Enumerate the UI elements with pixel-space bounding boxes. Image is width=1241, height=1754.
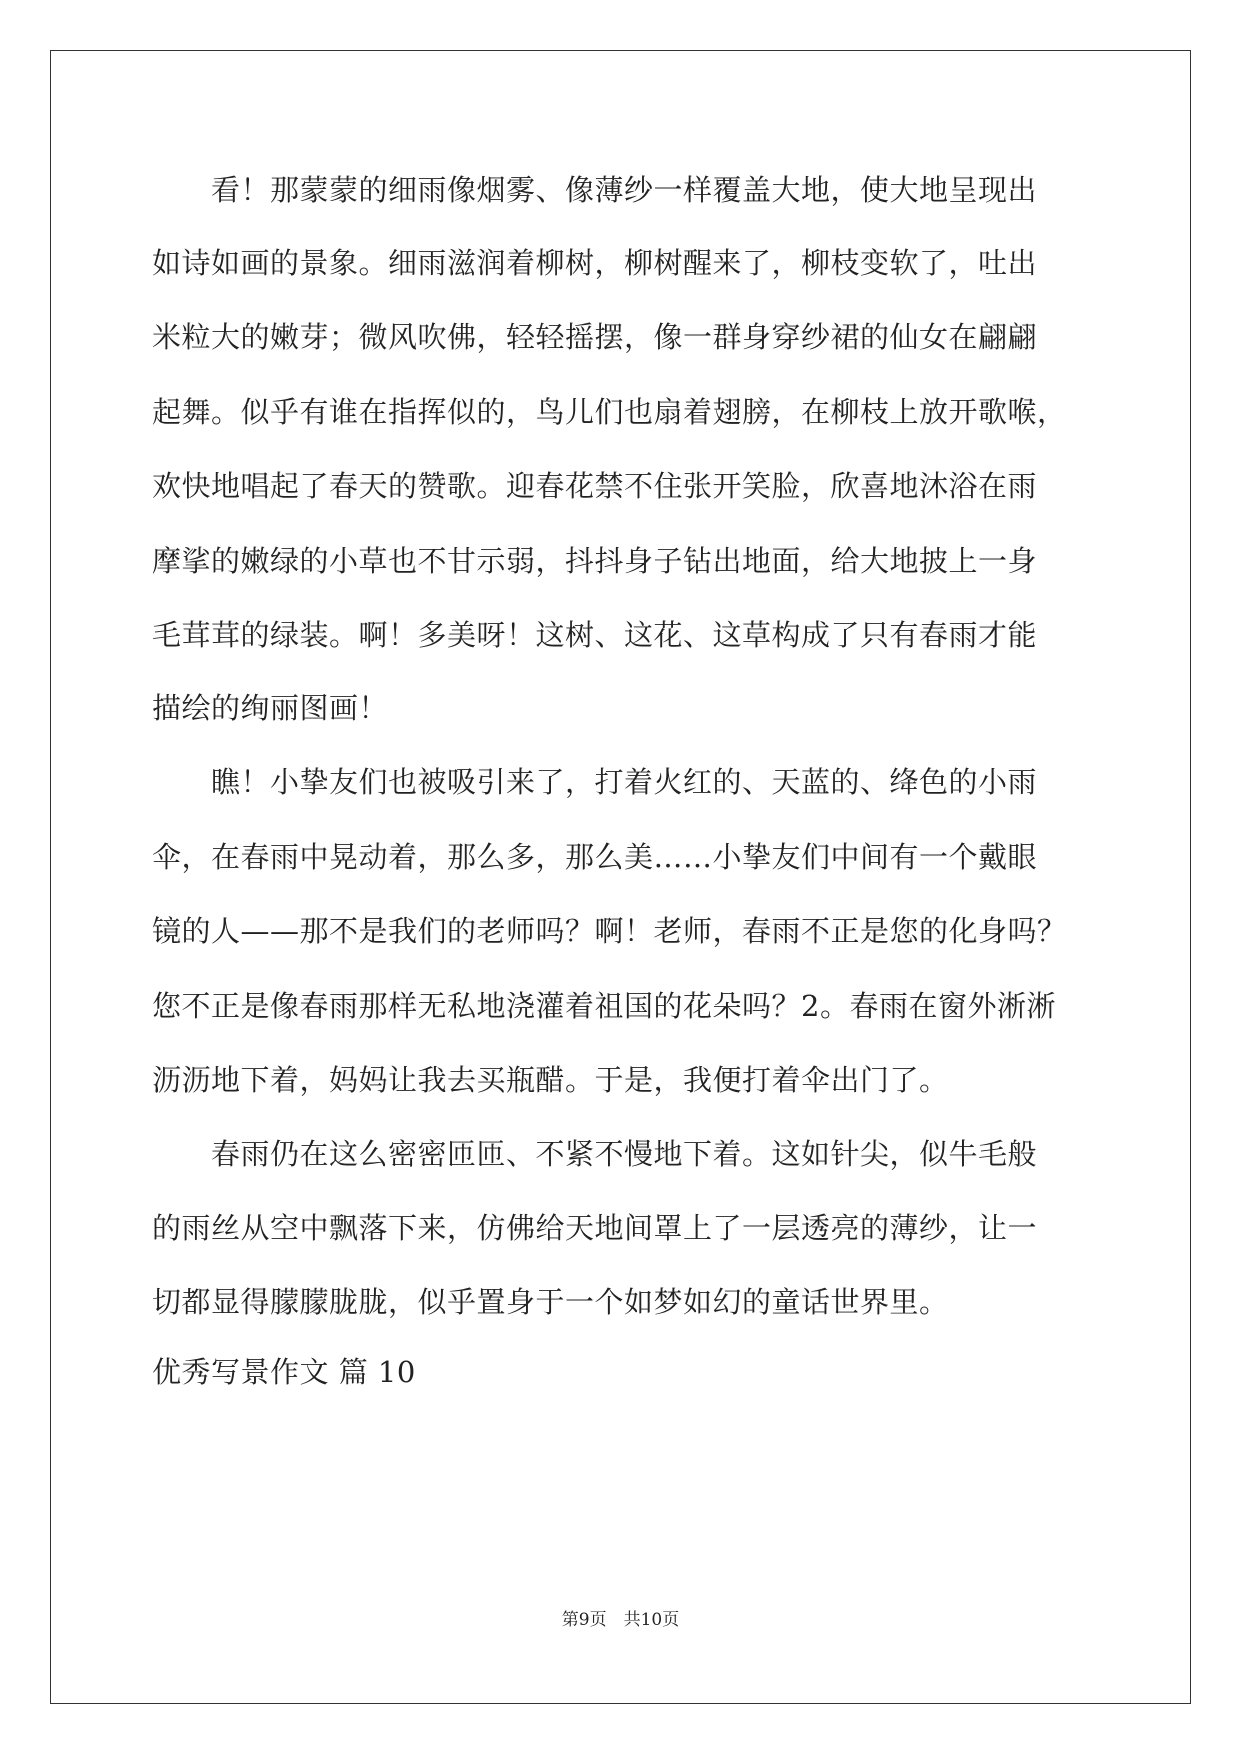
text-line: 毛茸茸的绿装。啊！多美呀！这树、这花、这草构成了只有春雨才能 (152, 618, 1038, 652)
text-line: 描绘的绚丽图画！ (152, 691, 389, 725)
text-line: 起舞。似乎有谁在指挥似的，鸟儿们也扇着翅膀，在柳枝上放开歌喉， (152, 395, 1067, 429)
text-line: 春雨仍在这么密密匝匝、不紧不慢地下着。这如针尖，似牛毛般 (152, 1137, 1038, 1171)
text-line: 沥沥地下着，妈妈让我去买瓶醋。于是，我便打着伞出门了。 (152, 1063, 949, 1097)
text-line: 您不正是像春雨那样无私地浇灌着祖国的花朵吗？2。春雨在窗外淅淅 (152, 989, 1056, 1023)
page-number-footer: 第9页 共10页 (561, 1610, 680, 1630)
section-heading: 优秀写景作文 篇 10 (152, 1355, 416, 1389)
text-line: 伞，在春雨中晃动着，那么多，那么美……小挚友们中间有一个戴眼 (152, 840, 1038, 874)
text-line: 欢快地唱起了春天的赞歌。迎春花禁不住张开笑脸，欣喜地沐浴在雨 (152, 469, 1038, 503)
text-line: 切都显得朦朦胧胧，似乎置身于一个如梦如幻的童话世界里。 (152, 1285, 949, 1319)
text-line: 如诗如画的景象。细雨滋润着柳树，柳树醒来了，柳枝变软了，吐出 (152, 246, 1038, 280)
text-line: 的雨丝从空中飘落下来，仿佛给天地间罩上了一层透亮的薄纱，让一 (152, 1211, 1038, 1245)
text-line: 瞧！小挚友们也被吸引来了，打着火红的、天蓝的、绛色的小雨 (152, 765, 1038, 799)
text-line: 镜的人——那不是我们的老师吗？啊！老师，春雨不正是您的化身吗？ (152, 914, 1067, 948)
text-line: 米粒大的嫩芽；微风吹佛，轻轻摇摆，像一群身穿纱裙的仙女在翩翩 (152, 320, 1038, 354)
text-line: 看！那蒙蒙的细雨像烟雾、像薄纱一样覆盖大地，使大地呈现出 (152, 173, 1038, 207)
page-border (50, 50, 1191, 1704)
text-line: 摩挲的嫩绿的小草也不甘示弱，抖抖身子钻出地面，给大地披上一身 (152, 544, 1038, 578)
